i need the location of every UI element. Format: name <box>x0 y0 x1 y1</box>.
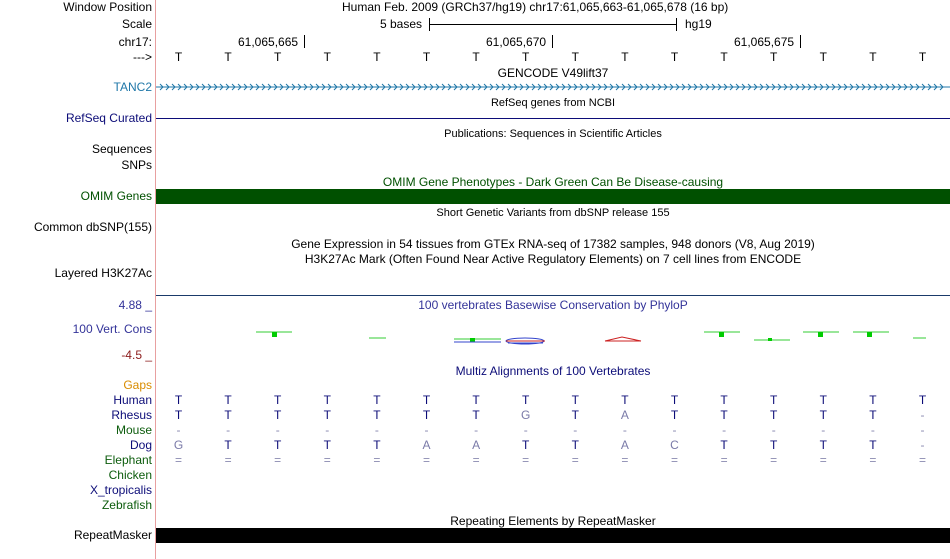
species-label[interactable]: Chicken <box>108 468 152 482</box>
alignment-base: T <box>522 438 530 452</box>
alignment-base: = <box>274 453 282 467</box>
alignment-base: G <box>173 438 184 452</box>
reference-base: T <box>621 50 629 64</box>
species-label[interactable]: Dog <box>129 438 152 452</box>
alignment-base: - <box>920 423 925 437</box>
alignment-base: - <box>573 423 578 437</box>
alignment-base: = <box>770 453 778 467</box>
alignment-base: T <box>274 438 282 452</box>
alignment-base: A <box>422 438 431 452</box>
scale-label: Scale <box>121 17 152 31</box>
alignment-base: T <box>323 408 331 422</box>
alignment-base: = <box>224 453 232 467</box>
alignment-base: T <box>274 408 282 422</box>
alignment-base: T <box>373 408 381 422</box>
reference-base: T <box>373 50 381 64</box>
alignment-base: T <box>323 438 331 452</box>
phylop-graph[interactable] <box>156 326 950 348</box>
omim-track-label[interactable]: OMIM Genes <box>80 189 152 203</box>
alignment-base: T <box>422 408 431 422</box>
reference-base: T <box>422 50 431 64</box>
phylop-bar <box>818 332 823 337</box>
scale-right-label: hg19 <box>685 17 712 31</box>
phylop-bar <box>272 332 277 337</box>
alignment-base: A <box>472 438 481 452</box>
alignment-base: T <box>621 393 629 407</box>
reference-base: T <box>770 50 778 64</box>
track-label-column <box>0 0 155 559</box>
reference-base: T <box>670 50 679 64</box>
alignment-base: A <box>620 408 629 422</box>
position-tick <box>552 35 553 48</box>
alignment-base: T <box>720 408 728 422</box>
alignment-base: = <box>720 453 728 467</box>
position-label: 61,065,665 <box>238 35 299 49</box>
alignment-base: T <box>770 438 778 452</box>
alignment-base: T <box>174 393 183 407</box>
alignment-base: = <box>174 453 182 467</box>
alignment-base: T <box>770 408 778 422</box>
reference-base: T <box>174 50 183 64</box>
chrom-label: chr17: <box>118 35 152 49</box>
alignment-base: T <box>918 393 927 407</box>
alignment-base: - <box>722 423 727 437</box>
alignment-base: - <box>374 423 379 437</box>
alignment-base: - <box>622 423 627 437</box>
alignment-base: T <box>869 408 877 422</box>
repeatmasker-track-title: Repeating Elements by RepeatMasker <box>450 514 656 528</box>
reference-base: T <box>869 50 877 64</box>
publications-track-title: Publications: Sequences in Scientific Articles <box>444 128 662 140</box>
position-label: 61,065,670 <box>486 35 547 49</box>
gaps-label: Gaps <box>123 378 152 392</box>
alignment-base: T <box>571 408 579 422</box>
alignment-base: - <box>771 423 776 437</box>
alignment-base: T <box>224 393 232 407</box>
reference-base: T <box>323 50 331 64</box>
alignment-base: = <box>670 453 678 467</box>
alignment-base: - <box>474 423 479 437</box>
strand-label: ---> <box>133 50 152 64</box>
alignment-base: T <box>224 438 232 452</box>
omim-gene-feature[interactable] <box>156 189 950 204</box>
refseq-track-title: RefSeq genes from NCBI <box>490 97 616 109</box>
alignment-base: - <box>275 423 280 437</box>
species-label[interactable]: Mouse <box>115 423 152 437</box>
alignment-base: T <box>422 393 431 407</box>
alignment-base: - <box>920 438 925 452</box>
alignment-base: = <box>472 453 480 467</box>
alignment-base: T <box>274 393 282 407</box>
phylop-track-label[interactable]: 100 Vert. Cons <box>72 322 152 336</box>
scale-left-label: 5 bases <box>380 17 423 31</box>
dbsnp-track-label[interactable]: Common dbSNP(155) <box>33 220 152 234</box>
alignment-base: T <box>373 438 381 452</box>
alignment-base: = <box>522 453 530 467</box>
alignment-base: - <box>821 423 826 437</box>
alignment-base: A <box>620 438 629 452</box>
alignment-base: - <box>920 408 925 422</box>
alignment-base: = <box>373 453 381 467</box>
phylop-bar <box>719 332 724 337</box>
alignment-base: T <box>869 393 877 407</box>
phylop-max-label: 4.88 _ <box>118 298 152 312</box>
alignment-base: = <box>869 453 877 467</box>
h3k27ac-signal-line <box>156 295 950 296</box>
phylop-bar <box>768 338 772 341</box>
alignment-base: = <box>571 453 579 467</box>
alignment-base: T <box>869 438 877 452</box>
dbsnp-track-title: Short Genetic Variants from dbSNP release 155 <box>436 207 670 219</box>
gtex-track-title: Gene Expression in 54 tissues from GTEx RNA-seq of 17382 samples, 948 donors (V8, Aug 2019) <box>291 237 815 251</box>
alignment-base: T <box>720 438 728 452</box>
alignment-base: = <box>422 453 430 467</box>
alignment-base: = <box>323 453 331 467</box>
alignment-base: T <box>472 393 480 407</box>
position-tick <box>800 35 801 48</box>
phylop-min-label: -4.5 _ <box>121 348 152 362</box>
alignment-base: T <box>571 393 579 407</box>
track-data-area[interactable] <box>156 0 950 559</box>
alignment-base: - <box>226 423 231 437</box>
alignment-base: G <box>521 408 531 422</box>
tanc2-gene-feature[interactable] <box>156 81 950 93</box>
gene-label-tanc2[interactable]: TANC2 <box>113 80 152 94</box>
alignment-base: T <box>571 438 579 452</box>
alignment-base: - <box>176 423 181 437</box>
alignment-base: T <box>819 438 827 452</box>
refseq-track-label[interactable]: RefSeq Curated <box>65 111 152 125</box>
species-label[interactable]: Elephant <box>104 453 152 467</box>
repeat-element-feature[interactable] <box>156 528 950 543</box>
alignment-base: - <box>870 423 875 437</box>
sequences-track-label[interactable]: Sequences <box>91 142 152 156</box>
reference-base: T <box>472 50 480 64</box>
alignment-base: - <box>424 423 429 437</box>
reference-base: T <box>918 50 927 64</box>
position-label: 61,065,675 <box>734 35 795 49</box>
species-label[interactable]: Rhesus <box>111 408 152 422</box>
reference-base: T <box>274 50 282 64</box>
gencode-track-title: GENCODE V49lift37 <box>497 66 609 80</box>
alignment-base: = <box>621 453 629 467</box>
refseq-gene-line[interactable] <box>156 118 950 119</box>
reference-base: T <box>522 50 530 64</box>
phylop-bar <box>867 332 872 337</box>
alignment-base: C <box>670 438 679 452</box>
alignment-base: T <box>670 408 679 422</box>
window-position-label: Window Position <box>63 0 152 14</box>
omim-track-title: OMIM Gene Phenotypes - Dark Green Can Be Disease-causing <box>382 175 724 189</box>
alignment-base: - <box>325 423 330 437</box>
multiz-track-title: Multiz Alignments of 100 Vertebrates <box>455 364 651 378</box>
alignment-base: T <box>770 393 778 407</box>
reference-base: T <box>819 50 827 64</box>
phylop-bar <box>470 338 475 342</box>
alignment-base: T <box>819 408 827 422</box>
repeatmasker-track-label[interactable]: RepeatMasker <box>73 528 152 542</box>
phylop-track-title: 100 vertebrates Basewise Conservation by PhyloP <box>418 298 688 312</box>
position-tick <box>304 35 305 48</box>
alignment-base: T <box>174 408 183 422</box>
window-position-value: Human Feb. 2009 (GRCh37/hg19) chr17:61,065,663-61,065,678 (16 bp) <box>342 0 729 14</box>
alignment-base: T <box>670 393 679 407</box>
species-label[interactable]: X_tropicalis <box>89 483 152 497</box>
alignment-base: - <box>672 423 677 437</box>
scale-bar-right-tick <box>676 18 677 31</box>
alignment-base: T <box>373 393 381 407</box>
scale-bar <box>429 24 677 25</box>
alignment-base: T <box>472 408 480 422</box>
alignment-base: T <box>522 393 530 407</box>
snps-track-label[interactable]: SNPs <box>121 158 152 172</box>
alignment-base: T <box>819 393 827 407</box>
reference-base: T <box>571 50 579 64</box>
alignment-base: T <box>323 393 331 407</box>
alignment-base: - <box>523 423 528 437</box>
alignment-base: = <box>918 453 926 467</box>
reference-base: T <box>224 50 232 64</box>
alignment-base: T <box>720 393 728 407</box>
species-label[interactable]: Zebrafish <box>101 498 152 512</box>
h3k27ac-track-title: H3K27Ac Mark (Often Found Near Active Regulatory Elements) on 7 cell lines from ENCODE <box>304 252 802 266</box>
alignment-base: T <box>224 408 232 422</box>
alignment-base: = <box>819 453 827 467</box>
reference-base: T <box>720 50 728 64</box>
species-label[interactable]: Human <box>113 393 152 407</box>
h3k27ac-track-label[interactable]: Layered H3K27Ac <box>54 266 152 280</box>
